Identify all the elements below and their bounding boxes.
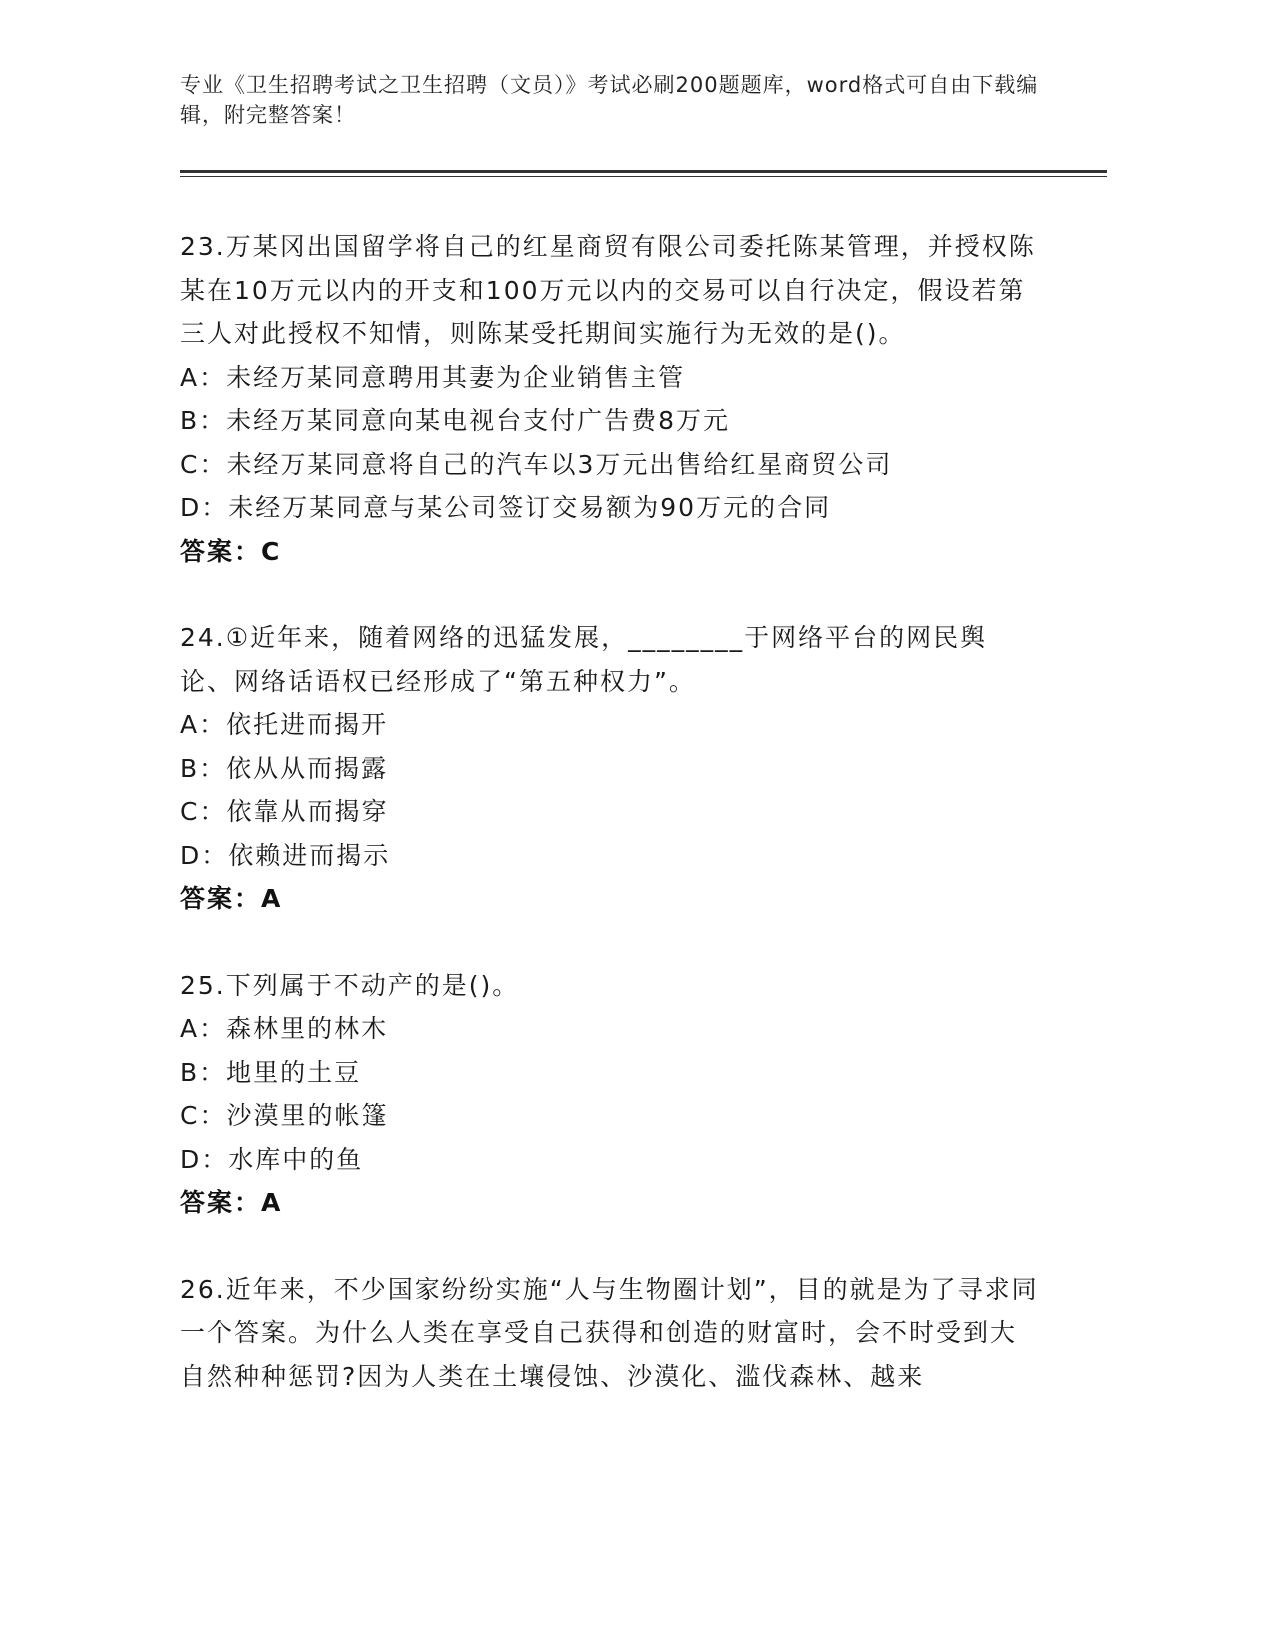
answer-line: 答案：C bbox=[180, 536, 282, 566]
header-divider-thick bbox=[180, 170, 1107, 173]
question-23 bbox=[180, 225, 1040, 573]
question-stem: 26.近年来，不少国家纷纷实施“人与生物圈计划”，目的就是为了寻求同一个答案。为什么人类在享受自己获得和创造的财富时，会不时受到大自然种种惩罚?因为人类在土壤侵蚀、沙漠化、滥伐森林、越来 bbox=[180, 1274, 1039, 1391]
option-d: D：依赖进而揭示 bbox=[180, 840, 391, 870]
option-a: A：未经万某同意聘用其妻为企业销售主管 bbox=[180, 362, 686, 392]
question-stem: 23.万某冈出国留学将自己的红星商贸有限公司委托陈某管理，并授权陈某在10万元以内的开支和100万元以内的交易可以自行决定，假设若第三人对此授权不知情，则陈某受托期间实施行为无效的是()。 bbox=[180, 232, 1036, 348]
question-24 bbox=[180, 616, 1040, 921]
option-d: D：未经万某同意与某公司签订交易额为90万元的合同 bbox=[180, 493, 832, 522]
question-stem: 24.①近年来，随着网络的迅猛发展，________于网络平台的网民舆论、网络话语权已经形成了“第五种权力”。 bbox=[180, 623, 988, 696]
question-list bbox=[180, 225, 1040, 1441]
question-25 bbox=[180, 964, 1040, 1225]
option-c: C：沙漠里的帐篷 bbox=[180, 1101, 389, 1130]
question-stem: 25.下列属于不动产的是()。 bbox=[180, 970, 520, 1000]
answer-line: 答案：A bbox=[180, 1188, 283, 1217]
option-c: C：未经万某同意将自己的汽车以3万元出售给红星商贸公司 bbox=[180, 449, 893, 479]
question-26 bbox=[180, 1268, 1040, 1399]
option-a: A：森林里的林木 bbox=[180, 1014, 389, 1043]
page-header: 专业《卫生招聘考试之卫生招聘（文员）》考试必刷200题题库，word格式可自由下载编辑，附完整答案！ bbox=[180, 73, 1039, 127]
option-a: A：依托进而揭开 bbox=[180, 710, 389, 739]
option-b: B：依从从而揭露 bbox=[180, 753, 389, 783]
answer-line: 答案：A bbox=[180, 884, 283, 913]
option-c: C：依靠从而揭穿 bbox=[180, 797, 389, 826]
option-d: D：水库中的鱼 bbox=[180, 1144, 364, 1174]
option-b: B：未经万某同意向某电视台支付广告费8万元 bbox=[180, 406, 731, 435]
option-b: B：地里的土豆 bbox=[180, 1057, 362, 1087]
header-divider-thin bbox=[180, 176, 1107, 177]
